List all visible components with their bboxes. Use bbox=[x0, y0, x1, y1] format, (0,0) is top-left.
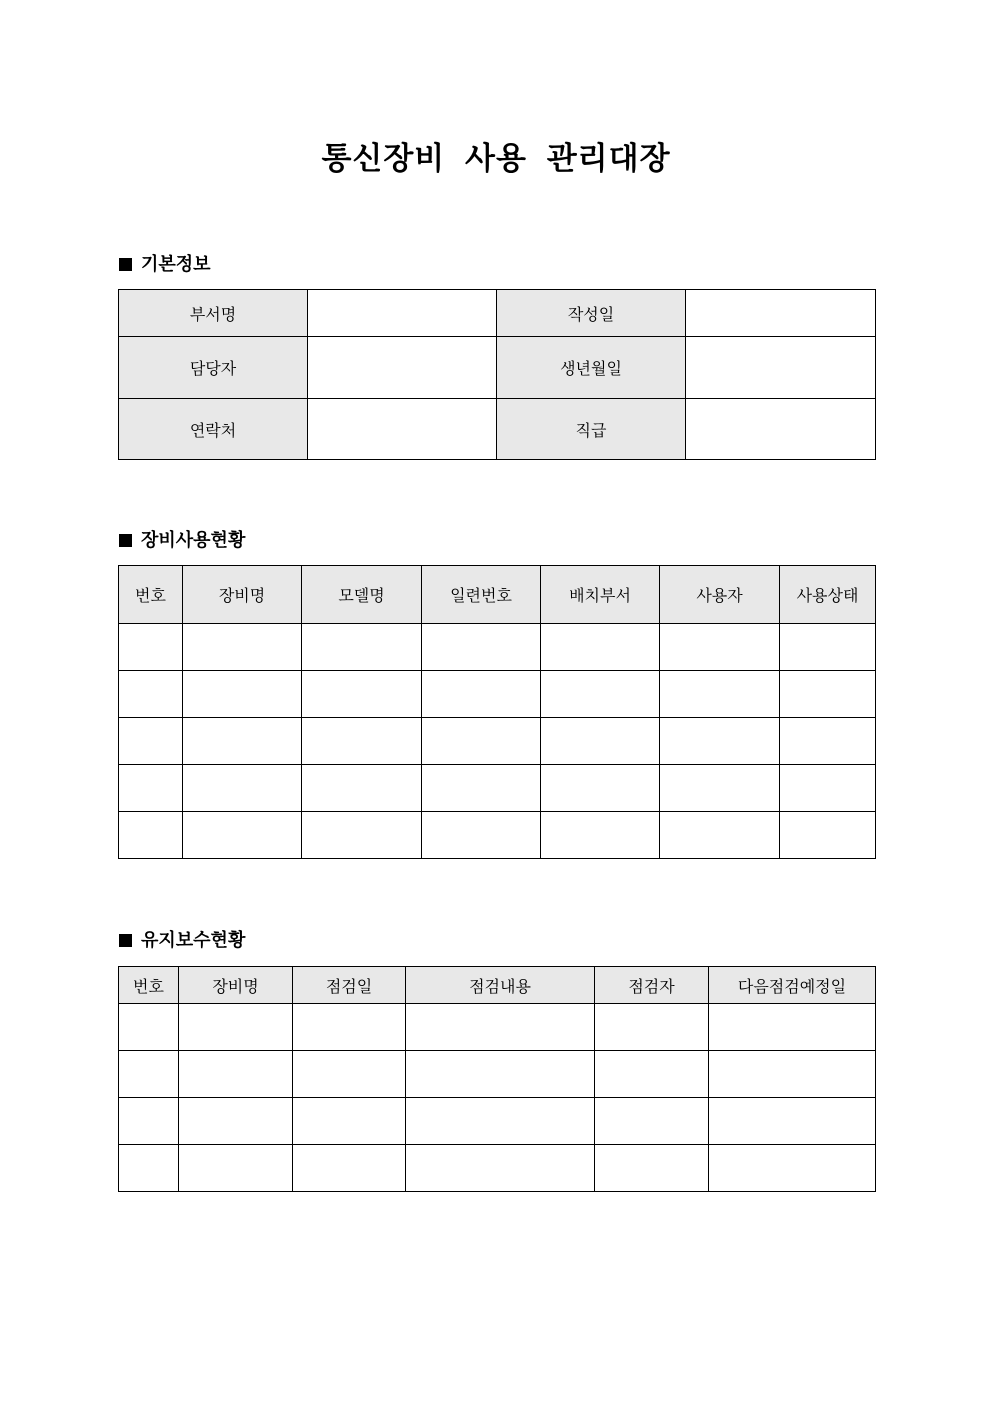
table-row bbox=[119, 1004, 876, 1051]
column-header: 배치부서 bbox=[541, 566, 660, 624]
table-cell[interactable] bbox=[660, 812, 780, 859]
table-cell[interactable] bbox=[780, 671, 876, 718]
table-row bbox=[119, 399, 876, 460]
table-cell[interactable] bbox=[119, 718, 183, 765]
square-bullet-icon bbox=[119, 934, 132, 947]
table-cell[interactable] bbox=[302, 624, 422, 671]
column-header: 모델명 bbox=[302, 566, 422, 624]
table-row bbox=[119, 812, 876, 859]
column-header: 점검일 bbox=[293, 967, 406, 1004]
table-cell[interactable] bbox=[293, 1051, 406, 1098]
table-row bbox=[119, 1098, 876, 1145]
table-cell[interactable] bbox=[179, 1098, 293, 1145]
table-row bbox=[119, 671, 876, 718]
table-cell[interactable] bbox=[709, 1145, 876, 1192]
department-value-cell[interactable] bbox=[308, 290, 497, 337]
table-cell[interactable] bbox=[119, 1004, 179, 1051]
table-cell[interactable] bbox=[119, 1051, 179, 1098]
table-cell[interactable] bbox=[119, 765, 183, 812]
table-cell[interactable] bbox=[422, 671, 541, 718]
table-cell[interactable] bbox=[660, 718, 780, 765]
table-row bbox=[119, 718, 876, 765]
table-cell[interactable] bbox=[119, 812, 183, 859]
table-header-row bbox=[119, 967, 876, 1004]
table-row bbox=[119, 1051, 876, 1098]
column-header: 번호 bbox=[119, 566, 183, 624]
table-cell[interactable] bbox=[119, 671, 183, 718]
table-cell[interactable] bbox=[179, 1051, 293, 1098]
table-cell[interactable] bbox=[422, 812, 541, 859]
table-cell[interactable] bbox=[293, 1145, 406, 1192]
column-header: 다음점검예정일 bbox=[709, 967, 876, 1004]
table-cell[interactable] bbox=[541, 624, 660, 671]
table-cell[interactable] bbox=[541, 671, 660, 718]
section-heading-basic-info bbox=[119, 253, 211, 277]
table-cell[interactable] bbox=[595, 1051, 709, 1098]
column-header: 사용자 bbox=[660, 566, 780, 624]
table-cell[interactable] bbox=[422, 765, 541, 812]
table-cell[interactable] bbox=[302, 718, 422, 765]
column-header: 장비명 bbox=[179, 967, 293, 1004]
table-row bbox=[119, 1145, 876, 1192]
page-title: 통신장비 사용 관리대장 bbox=[321, 141, 671, 177]
table-cell[interactable] bbox=[406, 1051, 595, 1098]
column-header: 일련번호 bbox=[422, 566, 541, 624]
equipment-usage-table bbox=[118, 565, 876, 859]
table-cell[interactable] bbox=[183, 671, 302, 718]
manager-value-cell[interactable] bbox=[308, 337, 497, 399]
section-heading-maintenance bbox=[119, 929, 245, 953]
table-cell[interactable] bbox=[541, 812, 660, 859]
table-header-row bbox=[119, 566, 876, 624]
section-heading-label: 유지보수현황 bbox=[141, 930, 246, 951]
table-cell[interactable] bbox=[541, 765, 660, 812]
table-cell[interactable] bbox=[780, 624, 876, 671]
created-date-value-cell[interactable] bbox=[686, 290, 876, 337]
section-heading-label: 장비사용현황 bbox=[141, 530, 246, 551]
table-cell[interactable] bbox=[709, 1051, 876, 1098]
table-cell[interactable] bbox=[183, 812, 302, 859]
table-cell[interactable] bbox=[709, 1098, 876, 1145]
table-cell[interactable] bbox=[406, 1004, 595, 1051]
table-cell[interactable] bbox=[119, 624, 183, 671]
maintenance-table bbox=[118, 966, 876, 1192]
table-cell[interactable] bbox=[406, 1145, 595, 1192]
birthdate-value-cell[interactable] bbox=[686, 337, 876, 399]
table-cell[interactable] bbox=[660, 765, 780, 812]
square-bullet-icon bbox=[119, 258, 132, 271]
table-cell[interactable] bbox=[422, 624, 541, 671]
table-cell[interactable] bbox=[780, 765, 876, 812]
table-cell[interactable] bbox=[119, 1098, 179, 1145]
table-cell[interactable] bbox=[302, 765, 422, 812]
table-cell[interactable] bbox=[660, 624, 780, 671]
column-header: 번호 bbox=[119, 967, 179, 1004]
table-row bbox=[119, 337, 876, 399]
column-header: 장비명 bbox=[183, 566, 302, 624]
table-cell[interactable] bbox=[660, 671, 780, 718]
label-cell: 작성일 bbox=[497, 290, 686, 337]
table-cell[interactable] bbox=[179, 1145, 293, 1192]
contact-value-cell[interactable] bbox=[308, 399, 497, 460]
section-heading-label: 기본정보 bbox=[141, 254, 211, 275]
square-bullet-icon bbox=[119, 534, 132, 547]
section-heading-equipment-usage bbox=[119, 529, 245, 553]
table-cell[interactable] bbox=[302, 812, 422, 859]
position-value-cell[interactable] bbox=[686, 399, 876, 460]
label-cell: 부서명 bbox=[119, 290, 308, 337]
table-cell[interactable] bbox=[183, 765, 302, 812]
table-row bbox=[119, 624, 876, 671]
table-cell[interactable] bbox=[179, 1004, 293, 1051]
label-cell: 생년월일 bbox=[497, 337, 686, 399]
table-cell[interactable] bbox=[293, 1004, 406, 1051]
table-cell[interactable] bbox=[119, 1145, 179, 1192]
table-cell[interactable] bbox=[422, 718, 541, 765]
label-cell: 직급 bbox=[497, 399, 686, 460]
column-header: 사용상태 bbox=[780, 566, 876, 624]
table-cell[interactable] bbox=[709, 1004, 876, 1051]
basic-info-table bbox=[118, 289, 876, 460]
column-header: 점검내용 bbox=[406, 967, 595, 1004]
table-cell[interactable] bbox=[780, 718, 876, 765]
column-header: 점검자 bbox=[595, 967, 709, 1004]
table-cell[interactable] bbox=[302, 671, 422, 718]
table-cell[interactable] bbox=[293, 1098, 406, 1145]
table-cell[interactable] bbox=[406, 1098, 595, 1145]
table-cell[interactable] bbox=[780, 812, 876, 859]
label-cell: 연락처 bbox=[119, 399, 308, 460]
table-cell[interactable] bbox=[541, 718, 660, 765]
table-cell[interactable] bbox=[183, 624, 302, 671]
table-cell[interactable] bbox=[183, 718, 302, 765]
table-cell[interactable] bbox=[595, 1004, 709, 1051]
table-cell[interactable] bbox=[595, 1098, 709, 1145]
table-row bbox=[119, 290, 876, 337]
table-row bbox=[119, 765, 876, 812]
label-cell: 담당자 bbox=[119, 337, 308, 399]
table-cell[interactable] bbox=[595, 1145, 709, 1192]
